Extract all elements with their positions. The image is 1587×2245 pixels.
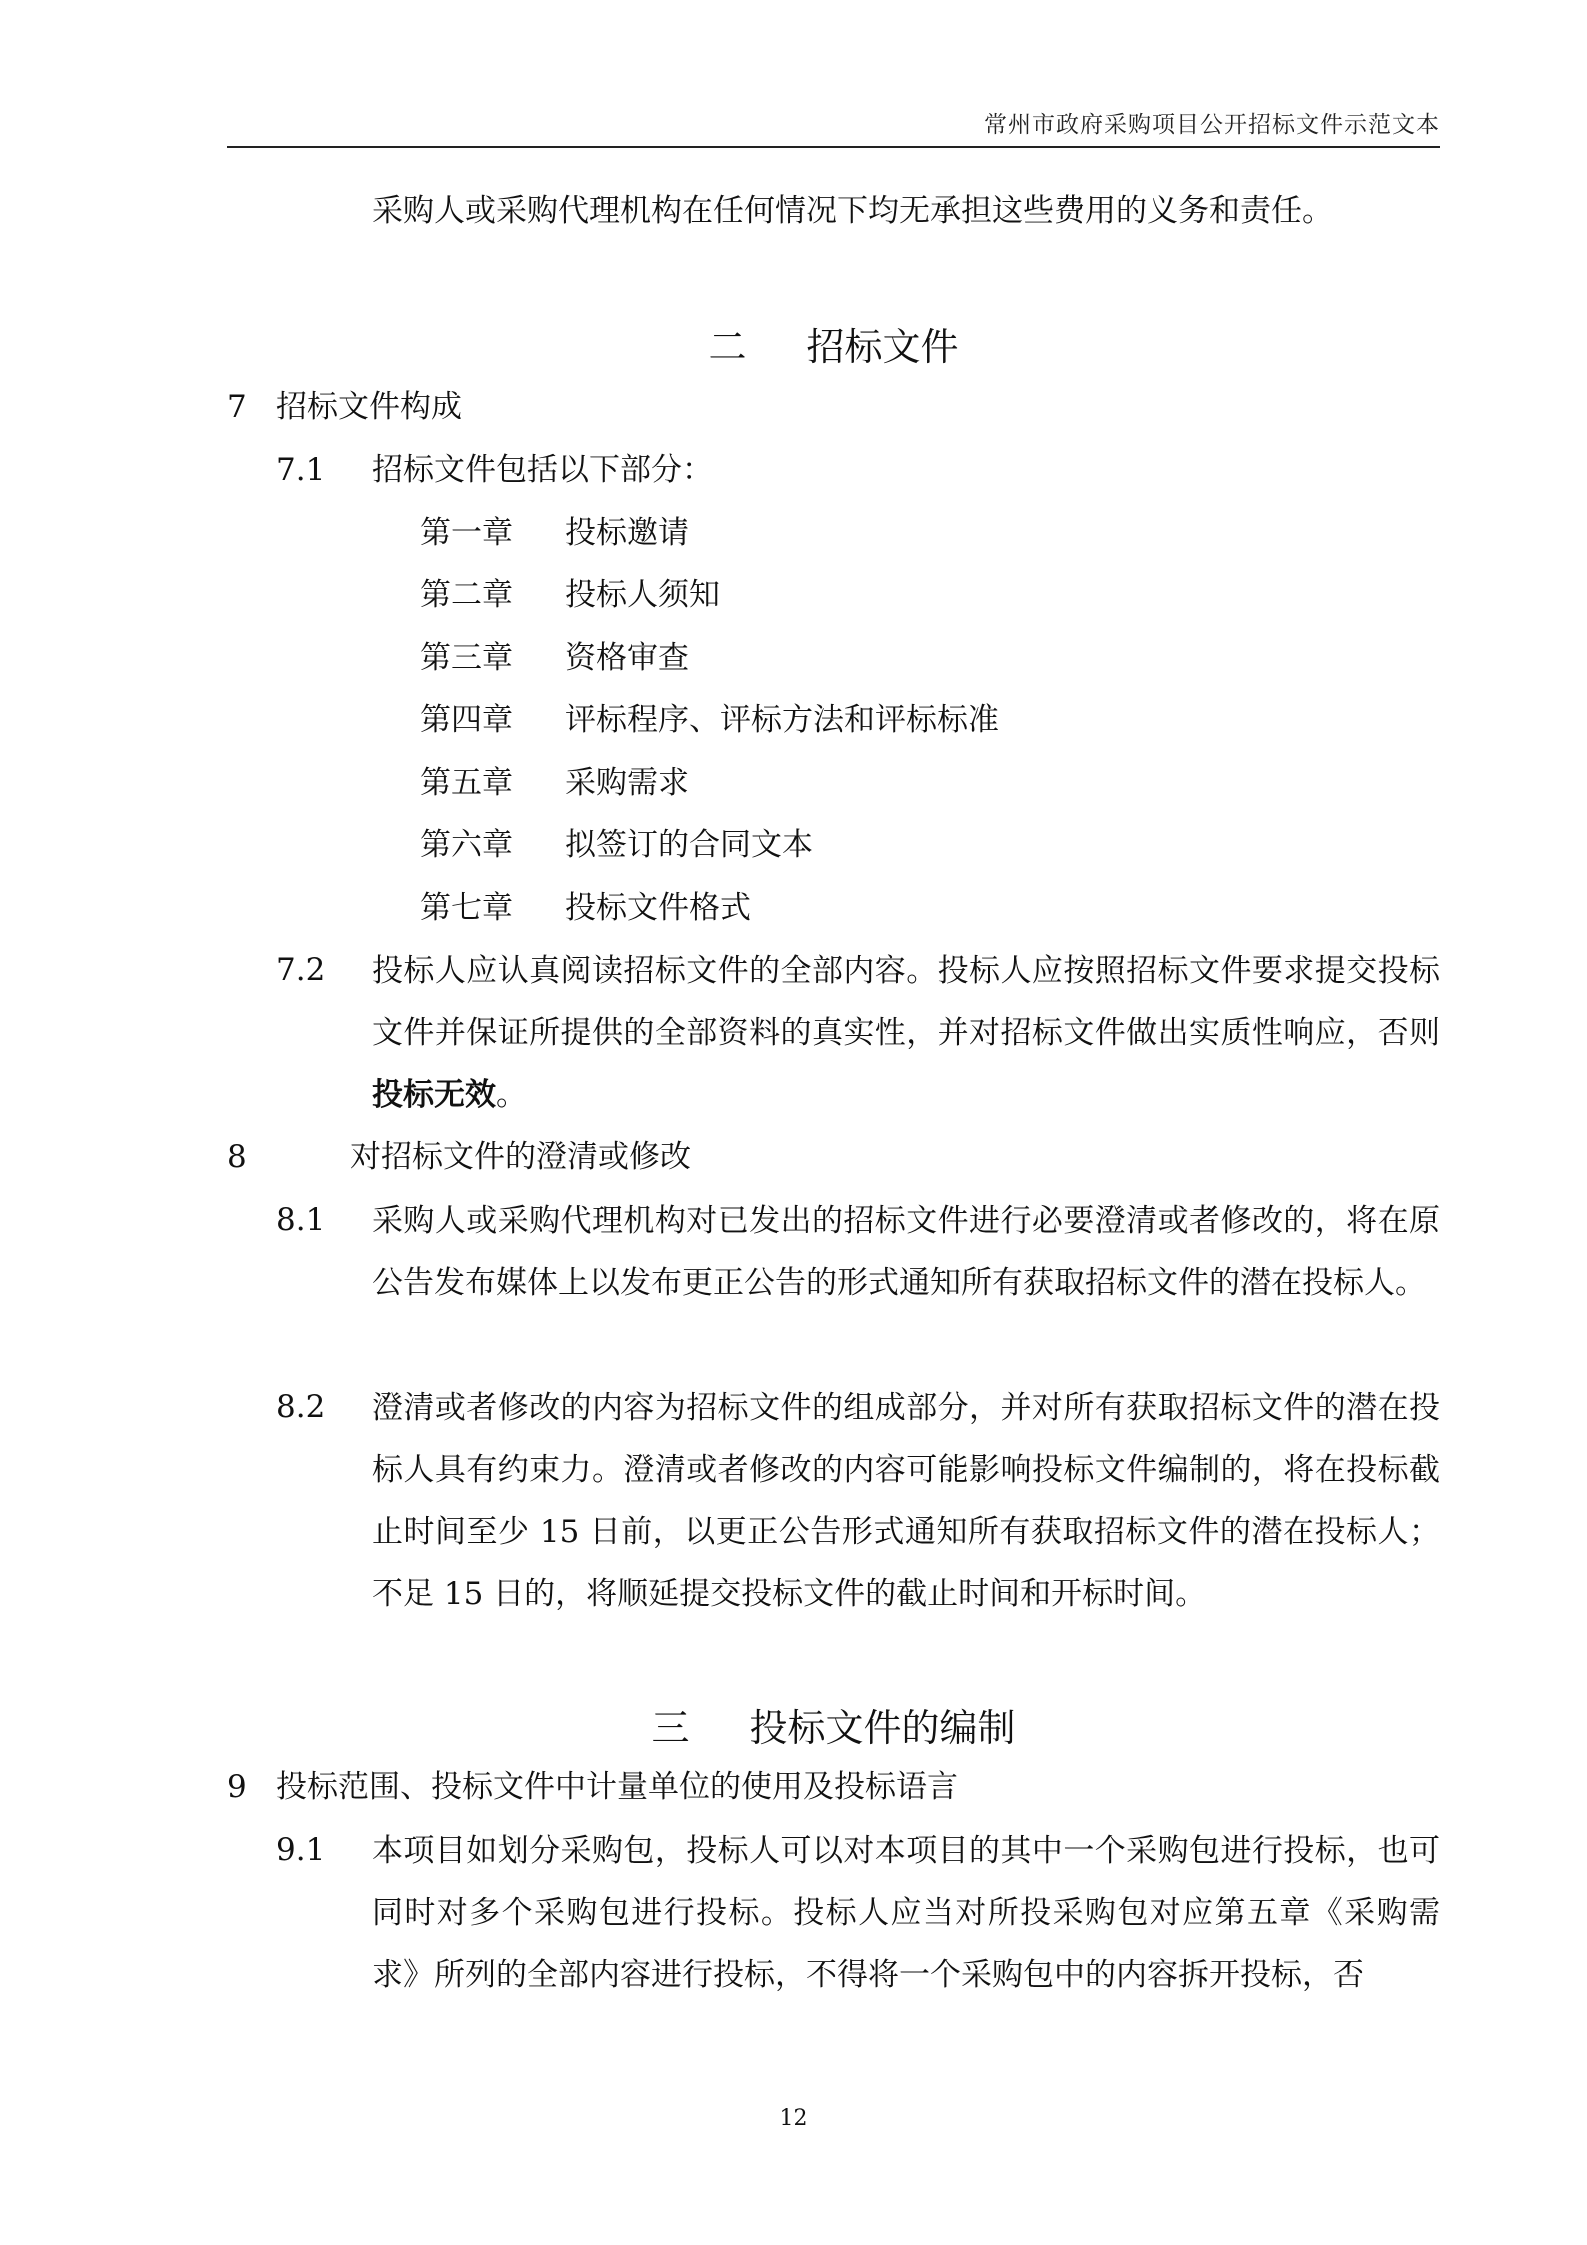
- continuation-text: 采购人或采购代理机构在任何情况下均无承担这些费用的义务和责任。: [372, 193, 1333, 229]
- section-heading-2: [227, 316, 1440, 371]
- chapter-number: 第二章: [420, 577, 513, 613]
- clause-7-2-emphasis: 投标无效: [372, 1077, 496, 1113]
- chapter-item: [420, 890, 751, 926]
- clause-8-number: 8: [227, 1139, 247, 1175]
- chapter-item: [420, 702, 999, 738]
- clause-7-2-body: 投标人应认真阅读招标文件的全部内容。投标人应按照招标文件要求提交投标文件并保证所提供的全部资料的真实性，并对招标文件做出实质性响应，否则: [372, 953, 1440, 1051]
- chapter-number: 第七章: [420, 890, 513, 926]
- section-number: 三: [651, 1706, 690, 1750]
- clause-9-title: 投标范围、投标文件中计量单位的使用及投标语言: [276, 1769, 958, 1805]
- clause-8-2-text: 澄清或者修改的内容为招标文件的组成部分，并对所有获取招标文件的潜在投标人具有约束力。澄清或者修改的内容可能影响投标文件编制的，将在投标截止时间至少 15 日前，以更正公告形式通知所有获取招标文件的潜在投标人；不足 15 日的，将顺延提交投标文件的截止时间和开标时间。: [372, 1390, 1440, 1612]
- clause-8-2-number: 8.2: [276, 1389, 326, 1425]
- chapter-number: 第六章: [420, 827, 513, 863]
- section-title: 投标文件的编制: [749, 1706, 1016, 1750]
- chapter-item: [420, 577, 720, 613]
- clause-9-1-text: 本项目如划分采购包，投标人可以对本项目的其中一个采购包进行投标，也可同时对多个采购包进行投标。投标人应当对所投采购包对应第五章《采购需求》所列的全部内容进行投标，不得将一个采购包中的内容拆开投标，否: [372, 1833, 1440, 1993]
- clause-7-number: 7: [227, 389, 247, 425]
- chapter-title: 投标邀请: [565, 515, 689, 551]
- chapter-item: [420, 765, 689, 801]
- running-header: 常州市政府采购项目公开招标文件示范文本: [984, 112, 1440, 138]
- clause-7-1-text: 招标文件包括以下部分：: [372, 452, 713, 488]
- chapter-title: 投标人须知: [565, 577, 720, 613]
- clause-8-title: 对招标文件的澄清或修改: [350, 1139, 691, 1175]
- section-heading-3: [227, 1697, 1440, 1752]
- clause-8-1-number: 8.1: [276, 1202, 326, 1238]
- chapter-title: 评标程序、评标方法和评标标准: [565, 702, 999, 738]
- section-number: 二: [708, 325, 747, 369]
- chapter-item: [420, 640, 689, 676]
- page-number: 12: [779, 2106, 808, 2131]
- chapter-number: 第三章: [420, 640, 513, 676]
- chapter-title: 采购需求: [565, 765, 689, 801]
- clause-7-2-text: [372, 940, 1440, 1126]
- clause-8-1-text: 采购人或采购代理机构对已发出的招标文件进行必要澄清或者修改的，将在原公告发布媒体上以发布更正公告的形式通知所有获取招标文件的潜在投标人。: [372, 1203, 1440, 1301]
- chapter-title: 拟签订的合同文本: [565, 827, 813, 863]
- clause-7-title: 招标文件构成: [276, 389, 462, 425]
- chapter-item: [420, 515, 689, 551]
- section-title: 招标文件: [806, 325, 959, 369]
- clause-9-number: 9: [227, 1769, 247, 1805]
- chapter-number: 第五章: [420, 765, 513, 801]
- header-rule: [227, 146, 1440, 148]
- chapter-number: 第一章: [420, 515, 513, 551]
- clause-7-1-number: 7.1: [276, 452, 326, 488]
- chapter-number: 第四章: [420, 702, 513, 738]
- clause-7-2-number: 7.2: [276, 952, 326, 988]
- chapter-title: 投标文件格式: [565, 890, 751, 926]
- chapter-item: [420, 827, 813, 863]
- clause-7-2-end: 。: [496, 1077, 527, 1113]
- clause-9-1-number: 9.1: [276, 1832, 326, 1868]
- chapter-title: 资格审查: [565, 640, 689, 676]
